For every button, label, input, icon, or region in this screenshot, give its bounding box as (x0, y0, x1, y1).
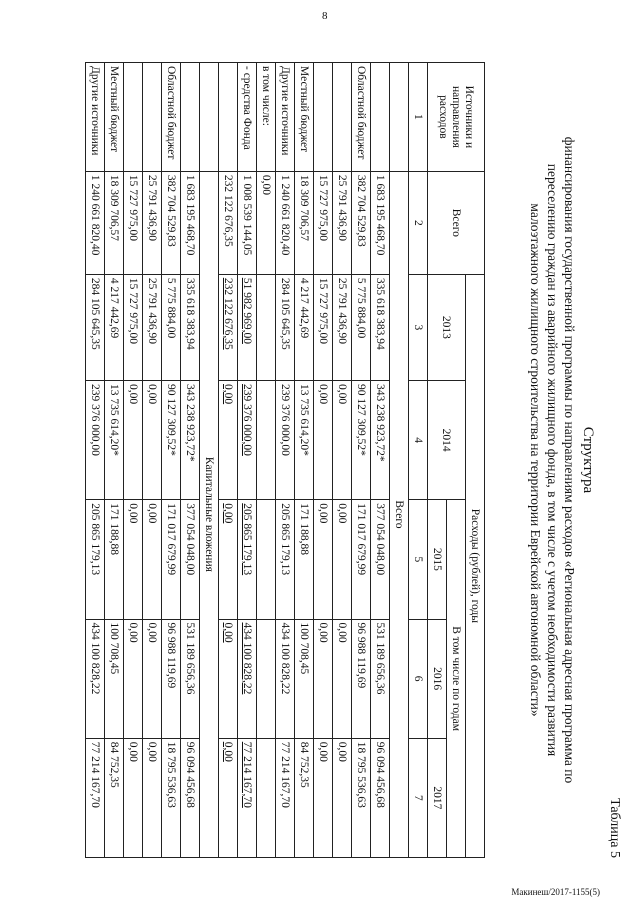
header-year-2016: 2016 (428, 619, 447, 738)
row-value: 205 865 179,13 (276, 500, 295, 619)
row-value: 25 791 436,90 (333, 274, 352, 380)
table-title (527, 62, 596, 858)
row-value: 0,00 (143, 500, 162, 619)
rotated-page-content (89, 62, 622, 858)
row-value: 171 017 679,99 (162, 500, 181, 619)
row-value: 284 105 645,35 (86, 274, 105, 380)
row-value: 0,00 (333, 619, 352, 738)
row-value: 0,00 (314, 381, 333, 500)
row-value: 377 054 048,00 (181, 500, 200, 619)
row-value: 96 988 119,69 (162, 619, 181, 738)
row-value: 0,00 (124, 738, 143, 857)
header-including: В том числе по годам (447, 500, 466, 858)
row-value: 0,00 (219, 619, 238, 738)
table-label: Таблица 5 (607, 798, 622, 858)
row-value: 18 309 706,57 (295, 171, 314, 274)
row-value: 239 376 000,00 (238, 381, 257, 500)
row-value: 1 008 539 144,05 (238, 171, 257, 274)
row-value: 5 775 884,00 (352, 274, 371, 380)
row-value: 96 094 456,68 (181, 738, 200, 857)
row-value: 13 735 614,20* (295, 381, 314, 500)
row-label: Областной бюджет (352, 63, 371, 172)
title-line-2: финансирования государственной программы по направлениям расходов «Региональная адресная программа по (562, 136, 577, 784)
row-value: 0,00 (219, 738, 238, 857)
table-row (219, 63, 238, 858)
row-value: 0,00 (314, 619, 333, 738)
column-number: 1 (409, 63, 428, 172)
row-value: 205 865 179,13 (86, 500, 105, 619)
row-value: 335 618 383,94 (371, 274, 390, 380)
row-label: Местный бюджет (295, 63, 314, 172)
table-row (181, 63, 200, 858)
row-value: 0,00 (333, 738, 352, 857)
row-value: 434 100 828,22 (238, 619, 257, 738)
section-title-spacer (200, 63, 219, 172)
row-value: 84 752,35 (105, 738, 124, 857)
title-line-4: малоэтажного жилищного строительства на территории Еврейской автономной области» (528, 203, 543, 717)
row-value (257, 619, 276, 738)
row-value: 1 683 195 468,70 (181, 171, 200, 274)
row-value: 232 122 676,35 (219, 274, 238, 380)
section-title-row (390, 63, 409, 858)
row-label (181, 63, 200, 172)
row-label (143, 63, 162, 172)
table-row (238, 63, 257, 858)
row-value: 4 217 442,69 (105, 274, 124, 380)
row-value (257, 738, 276, 857)
row-value: 0,00 (314, 500, 333, 619)
section-title-row (200, 63, 219, 858)
row-value: 284 105 645,35 (276, 274, 295, 380)
header-year-2014: 2014 (428, 381, 466, 500)
column-number: 6 (409, 619, 428, 738)
row-value: 531 189 656,36 (181, 619, 200, 738)
title-line-1: Структура (580, 426, 596, 494)
row-value: 0,00 (143, 619, 162, 738)
column-numbers-row (409, 63, 428, 858)
section-title: Капитальные вложения (200, 171, 219, 857)
row-value: 90 127 309,52* (162, 381, 181, 500)
row-value: 0,00 (124, 381, 143, 500)
row-value: 1 240 661 820,40 (276, 171, 295, 274)
row-value: 0,00 (257, 171, 276, 274)
row-value: 77 214 167,70 (276, 738, 295, 857)
financing-table (85, 62, 485, 858)
footer-note: Макинеш/2017-1155(5) (511, 887, 600, 897)
row-value: 0,00 (333, 381, 352, 500)
row-value: 96 094 456,68 (371, 738, 390, 857)
row-label: Другие источники (276, 63, 295, 172)
row-value: 25 791 436,90 (143, 171, 162, 274)
table-row (371, 63, 390, 858)
header-row-1 (466, 63, 485, 858)
row-value: 531 189 656,36 (371, 619, 390, 738)
header-total: Всего (428, 171, 485, 274)
table-row (257, 63, 276, 858)
row-value: 15 727 975,00 (124, 274, 143, 380)
row-value: 0,00 (219, 500, 238, 619)
row-label (124, 63, 143, 172)
column-number: 5 (409, 500, 428, 619)
table-row (86, 63, 105, 858)
table-row (162, 63, 181, 858)
row-value: 15 727 975,00 (124, 171, 143, 274)
table-row (314, 63, 333, 858)
row-value: 25 791 436,90 (143, 274, 162, 380)
row-value: 232 122 676,35 (219, 171, 238, 274)
row-value: 0,00 (333, 500, 352, 619)
row-value: 377 054 048,00 (371, 500, 390, 619)
header-expenses: Расходы (рублей), годы (466, 274, 485, 857)
column-number: 2 (409, 171, 428, 274)
row-value: 0,00 (143, 738, 162, 857)
row-value: 90 127 309,52* (352, 381, 371, 500)
row-value: 0,00 (314, 738, 333, 857)
column-number: 3 (409, 274, 428, 380)
row-value: 239 376 000,00 (86, 381, 105, 500)
row-value: 434 100 828,22 (276, 619, 295, 738)
row-value: 382 704 529,83 (352, 171, 371, 274)
row-value: 1 683 195 468,70 (371, 171, 390, 274)
table-row (352, 63, 371, 858)
row-value: 4 217 442,69 (295, 274, 314, 380)
row-value: 205 865 179,13 (238, 500, 257, 619)
row-label: Областной бюджет (162, 63, 181, 172)
section-title: Всего (390, 171, 409, 857)
title-line-3: переселению граждан из аварийного жилищного фонда, в том числе с учетом необходимости развития (545, 163, 560, 757)
row-value: 0,00 (219, 381, 238, 500)
row-value (257, 381, 276, 500)
row-value: 239 376 000,00 (276, 381, 295, 500)
table-row (105, 63, 124, 858)
header-source: Источники и направления расходов (428, 63, 485, 172)
row-label: Местный бюджет (105, 63, 124, 172)
row-label: Другие источники (86, 63, 105, 172)
row-value: 15 727 975,00 (314, 274, 333, 380)
row-label (371, 63, 390, 172)
table-row (295, 63, 314, 858)
table-row (143, 63, 162, 858)
column-number: 4 (409, 381, 428, 500)
row-label: - средства Фонда (238, 63, 257, 172)
row-value: 434 100 828,22 (86, 619, 105, 738)
row-label: в том числе: (257, 63, 276, 172)
table-row (276, 63, 295, 858)
header-year-2015: 2015 (428, 500, 447, 619)
row-value: 343 238 923,72* (371, 381, 390, 500)
row-value: 335 618 383,94 (181, 274, 200, 380)
column-number: 7 (409, 738, 428, 857)
row-value: 0,00 (124, 500, 143, 619)
row-value: 84 752,35 (295, 738, 314, 857)
row-label (333, 63, 352, 172)
row-value: 13 735 614,20* (105, 381, 124, 500)
row-value: 1 240 661 820,40 (86, 171, 105, 274)
row-value: 382 704 529,83 (162, 171, 181, 274)
header-year-2013: 2013 (428, 274, 466, 380)
row-value: 5 775 884,00 (162, 274, 181, 380)
row-value: 343 238 923,72* (181, 381, 200, 500)
table-row (333, 63, 352, 858)
row-value: 0,00 (143, 381, 162, 500)
row-value: 100 708,45 (295, 619, 314, 738)
row-value: 171 188,88 (105, 500, 124, 619)
row-value: 25 791 436,90 (333, 171, 352, 274)
row-value (257, 274, 276, 380)
row-value: 51 982 969,00 (238, 274, 257, 380)
row-value: 77 214 167,70 (238, 738, 257, 857)
page-number: 8 (322, 10, 328, 22)
row-label (219, 63, 238, 172)
row-value: 171 017 679,99 (352, 500, 371, 619)
row-value: 0,00 (124, 619, 143, 738)
row-value (257, 500, 276, 619)
row-value: 96 988 119,69 (352, 619, 371, 738)
table-row (124, 63, 143, 858)
row-value: 18 795 536,63 (352, 738, 371, 857)
row-value: 15 727 975,00 (314, 171, 333, 274)
table-body (86, 63, 485, 858)
section-title-spacer (390, 63, 409, 172)
row-value: 77 214 167,70 (86, 738, 105, 857)
header-year-2017: 2017 (428, 738, 447, 857)
row-value: 18 309 706,57 (105, 171, 124, 274)
row-value: 171 188,88 (295, 500, 314, 619)
row-label (314, 63, 333, 172)
row-value: 100 708,45 (105, 619, 124, 738)
row-value: 18 795 536,63 (162, 738, 181, 857)
